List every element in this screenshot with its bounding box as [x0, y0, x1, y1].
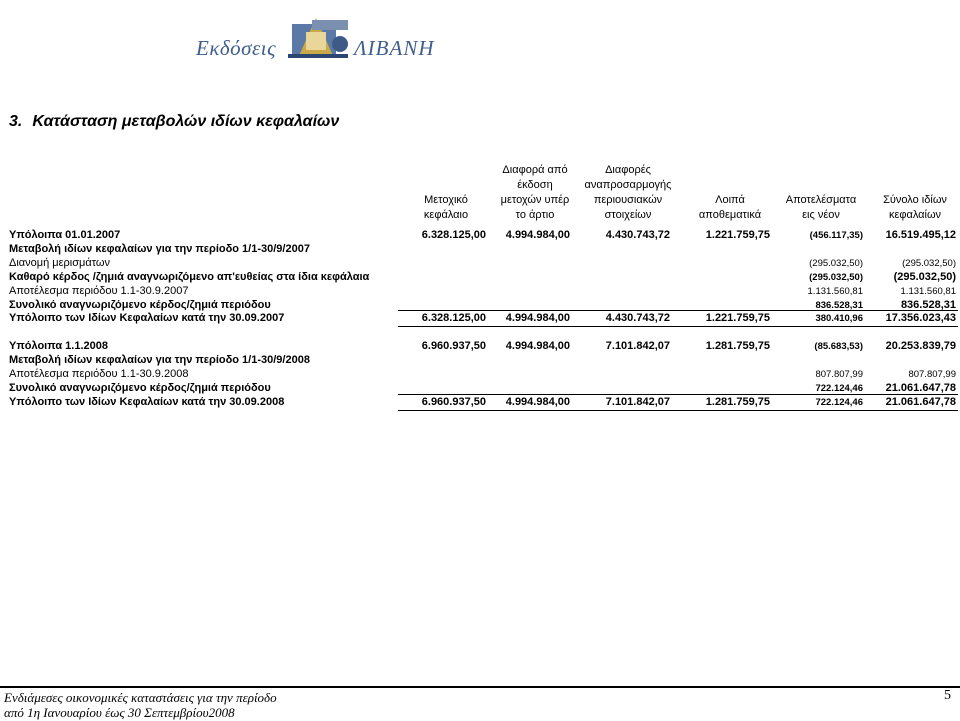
row-label: Συνολικό αναγνωριζόμενο κέρδος/ζημιά περιόδου: [9, 299, 271, 311]
column-header-line: Λοιπά: [715, 194, 745, 206]
table-cell: 722.124,46: [815, 383, 863, 394]
column-header-line: κεφαλαίων: [888, 209, 942, 221]
column-header-line: έκδοση: [517, 179, 553, 191]
column-header-line: μετοχών υπέρ: [500, 194, 570, 206]
row-label: Υπόλοιπο των Ιδίων Κεφαλαίων κατά την 30.09.2008: [9, 396, 285, 408]
table-cell: 1.281.759,75: [705, 396, 770, 408]
table-cell: 20.253.839,79: [885, 340, 956, 352]
table-cell: 1.221.759,75: [705, 312, 770, 324]
table-cell: 807.807,99: [815, 369, 863, 380]
table-cell: 1.131.560,81: [807, 286, 863, 297]
table-cell: 807.807,99: [908, 369, 956, 380]
column-header-line: Αποτελέσματα: [785, 194, 857, 206]
table-cell: 722.124,46: [815, 397, 863, 408]
section-title-text: Κατάσταση μεταβολών ιδίων κεφαλαίων: [32, 113, 340, 130]
table-cell: 17.356.023,43: [885, 312, 956, 324]
table-cell: 380.410,96: [815, 313, 863, 324]
table-cell: 4.994.984,00: [505, 229, 570, 241]
logo-text-right: ΛΙΒΑΝΗ: [354, 36, 435, 60]
column-header-line: αναπροσαρμογής: [584, 179, 672, 191]
table-cell: (295.032,50): [809, 258, 863, 269]
row-label: Αποτέλεσμα περιόδου 1.1-30.9.2008: [9, 368, 189, 380]
table-cell: 7.101.842,07: [605, 340, 670, 352]
table-cell: (85.683,53): [814, 341, 863, 352]
column-header-line: Μετοχικό: [424, 194, 468, 206]
table-cell: 21.061.647,78: [885, 396, 956, 408]
row-label: Καθαρό κέρδος /ζημιά αναγνωριζόμενο απ'ευθείας στα ίδια κεφάλαια: [9, 271, 370, 283]
total-underline: [398, 326, 958, 327]
table-cell: 16.519.495,12: [885, 229, 956, 241]
column-header-line: Διαφορά από: [502, 164, 568, 176]
total-rule: [398, 310, 958, 311]
table-cell: 4.994.984,00: [505, 312, 570, 324]
table-cell: (295.032,50): [809, 272, 863, 283]
publisher-logo: [196, 14, 456, 66]
row-label: Μεταβολή ιδίων κεφαλαίων για την περίοδο 1/1-30/9/2007: [9, 243, 310, 255]
footer-divider: [0, 686, 960, 688]
table-cell: (295.032,50): [893, 271, 956, 283]
column-header-line: αποθεματικά: [698, 209, 762, 221]
column-header-line: περιουσιακών: [593, 194, 663, 206]
total-underline: [398, 410, 958, 411]
table-cell: 6.328.125,00: [421, 229, 486, 241]
table-cell: 4.430.743,72: [605, 229, 670, 241]
row-label: Αποτέλεσμα περιόδου 1.1-30.9.2007: [9, 285, 189, 297]
column-header-line: το άρτιο: [515, 209, 555, 221]
column-header-line: εις νέον: [802, 209, 840, 221]
table-cell: 4.430.743,72: [605, 312, 670, 324]
column-header-line: στοιχείων: [604, 209, 652, 221]
logo-emblem-icon: [288, 14, 352, 62]
footer-line-2: από 1η Ιανουαρίου έως 30 Σεπτεμβρίου2008: [4, 705, 235, 720]
table-cell: 836.528,31: [815, 300, 863, 311]
row-label: Διανομή μερισμάτων: [9, 257, 110, 269]
footer-line-1: Ενδιάμεσες οικονομικές καταστάσεις για την περίοδο: [4, 690, 277, 705]
table-cell: 6.960.937,50: [421, 396, 486, 408]
column-header-line: κεφάλαιο: [423, 209, 469, 221]
table-cell: 21.061.647,78: [885, 382, 956, 394]
column-header-line: Σύνολο ιδίων: [883, 194, 947, 206]
table-cell: 7.101.842,07: [605, 396, 670, 408]
table-cell: (456.117,35): [809, 230, 863, 241]
row-label: Μεταβολή ιδίων κεφαλαίων για την περίοδο 1/1-30/9/2008: [9, 354, 310, 366]
total-rule: [398, 394, 958, 395]
page-number: 5: [944, 688, 951, 703]
table-cell: 836.528,31: [900, 299, 956, 311]
section-number: 3.: [9, 113, 23, 130]
logo-text-left: Εκδόσεις: [196, 36, 277, 60]
table-cell: 1.281.759,75: [705, 340, 770, 352]
table-cell: 6.328.125,00: [421, 312, 486, 324]
table-cell: 1.131.560,81: [900, 286, 956, 297]
row-label: Υπόλοιπο των Ιδίων Κεφαλαίων κατά την 30.09.2007: [9, 312, 285, 324]
row-label: Συνολικό αναγνωριζόμενο κέρδος/ζημιά περιόδου: [9, 382, 271, 394]
table-cell: 4.994.984,00: [505, 396, 570, 408]
row-label: Υπόλοιπα 1.1.2008: [9, 340, 108, 352]
section-title: [9, 113, 339, 131]
row-label: Υπόλοιπα 01.01.2007: [9, 229, 121, 241]
table-cell: 1.221.759,75: [705, 229, 770, 241]
table-cell: (295.032,50): [902, 258, 956, 269]
table-cell: 4.994.984,00: [505, 340, 570, 352]
table-cell: 6.960.937,50: [421, 340, 486, 352]
column-header-line: Διαφορές: [605, 164, 651, 176]
